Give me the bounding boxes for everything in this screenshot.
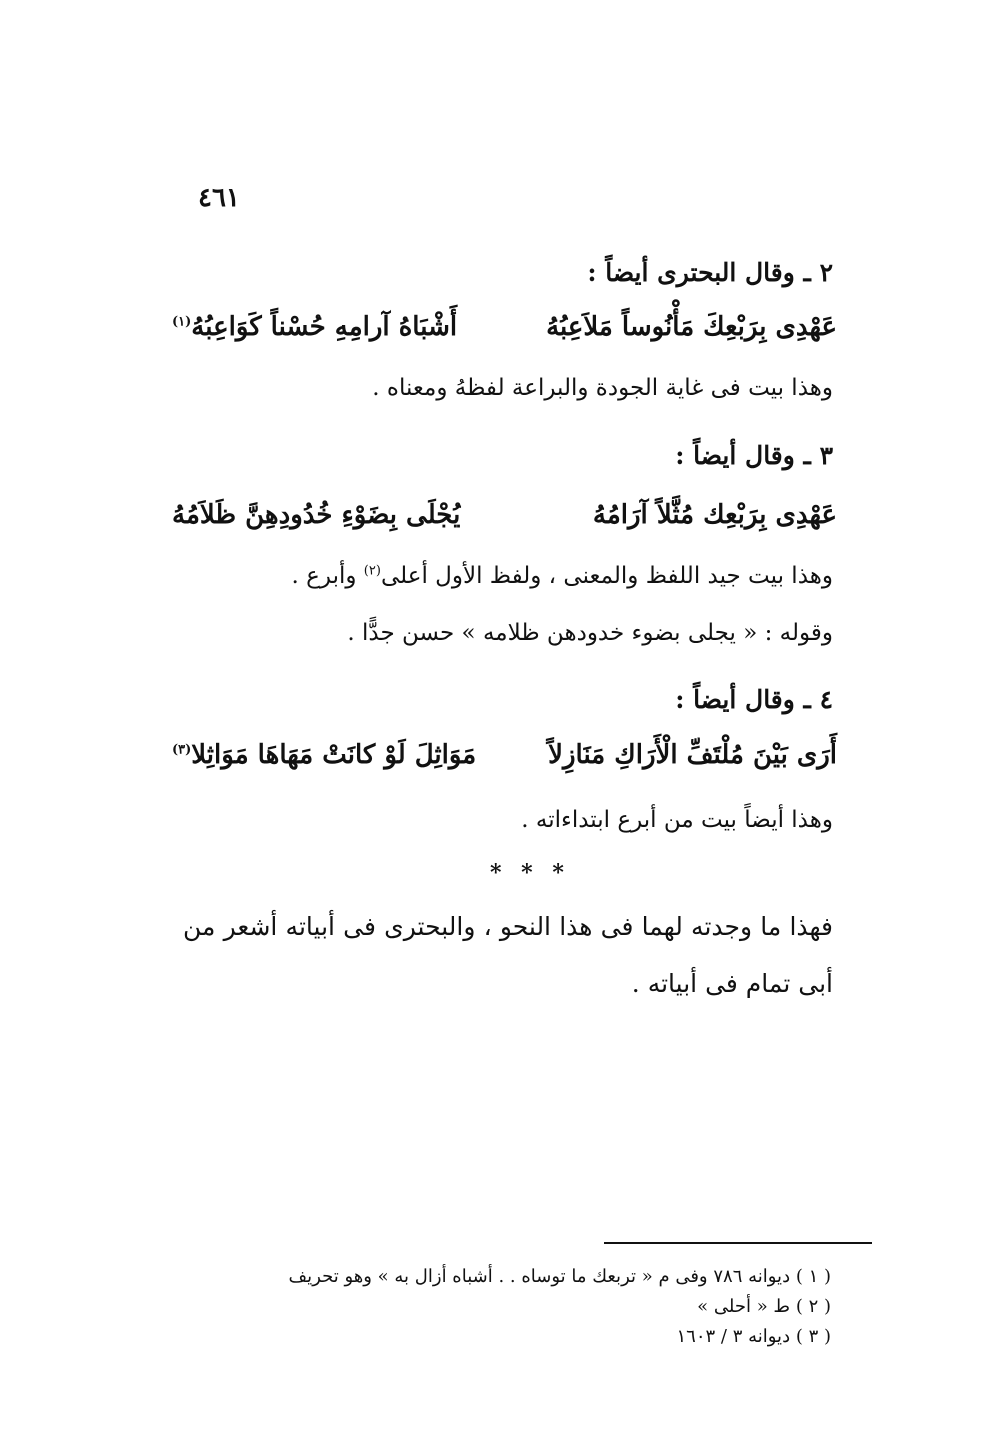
section-3-comment-text: وهذا بيت جيد اللفظ والمعنى ، ولفظ الأول أعلى — [380, 563, 833, 589]
section-separator: * * * — [490, 860, 570, 886]
section-3-comment — [292, 563, 833, 589]
section-4-verse-first-hemistich: أَرَى بَيْنَ مُلْتَفِّ الْأَرَاكِ مَنَازِلاً — [548, 740, 837, 770]
footnote-ref-2: (٢) — [363, 563, 381, 579]
footnote-ref-1: (١) — [172, 314, 192, 330]
section-2-heading: ٢ ـ وقال البحترى أيضاً : — [587, 258, 833, 287]
section-2-comment: وهذا بيت فى غاية الجودة والبراعة لفظهُ ومعناه . — [372, 375, 833, 401]
section-2-verse-second-text: أَشْبَاهُ آرامِهِ حُسْناً كَوَاعِبُهُ — [191, 312, 458, 342]
footnote-1 — [289, 1266, 831, 1287]
section-3-verse — [172, 500, 837, 530]
section-3-verse-first-hemistich: عَهْدِى بِرَبْعِك مُثَّلاً آرَامُهُ — [592, 500, 837, 530]
footnote-2-mark: ( ٢ ) — [795, 1296, 831, 1317]
footnote-2 — [697, 1296, 831, 1317]
section-3-heading: ٣ ـ وقال أيضاً : — [675, 441, 833, 470]
section-4-verse — [172, 740, 837, 770]
footnote-2-text: ط « أحلى » — [697, 1296, 791, 1317]
section-2-verse — [172, 312, 837, 342]
section-2-verse-first-hemistich: عَهْدِى بِرَبْعِكَ مَأْنُوساً مَلاَعِبُهُ — [546, 312, 837, 342]
section-4-verse-second-text: مَوَاثِلَ لَوْ كانَتْ مَهَاهَا مَوَاثِلا — [191, 740, 477, 770]
conclusion-paragraph: فهذا ما وجدته لهما فى هذا النحو ، والبحترى فى أبياته أشعر من أبى تمام فى أبياته . — [183, 912, 833, 998]
footnote-3-text: ديوانه ٣ / ١٦٠٣ — [676, 1326, 791, 1347]
footnote-divider — [604, 1242, 872, 1244]
footnote-3 — [677, 1326, 831, 1347]
section-3-comment-end: وأبرع . — [291, 563, 364, 589]
footnote-3-mark: ( ٣ ) — [795, 1326, 831, 1347]
section-4-verse-second-hemistich — [172, 740, 476, 770]
footnote-1-text: ديوانه ٧٨٦ وفى م « تربعك ما توساه . . أشباه أزال به » وهو تحريف — [288, 1266, 791, 1287]
section-3-verse-second-hemistich: يُجْلَى بِضَوْءِ خُدُودِهِنَّ ظَلاَمُهُ — [172, 500, 461, 530]
section-3-quote: وقوله : « يجلى بضوء خدودهن ظلامه » حسن جدًّا . — [347, 620, 833, 646]
footnote-ref-3: (٣) — [172, 742, 192, 758]
page-number: ٤٦١ — [198, 183, 240, 213]
footnote-1-mark: ( ١ ) — [795, 1266, 831, 1287]
section-4-heading: ٤ ـ وقال أيضاً : — [675, 685, 833, 714]
section-4-comment: وهذا أيضاً بيت من أبرع ابتداءاته . — [521, 807, 833, 833]
section-2-verse-second-hemistich — [172, 312, 457, 342]
